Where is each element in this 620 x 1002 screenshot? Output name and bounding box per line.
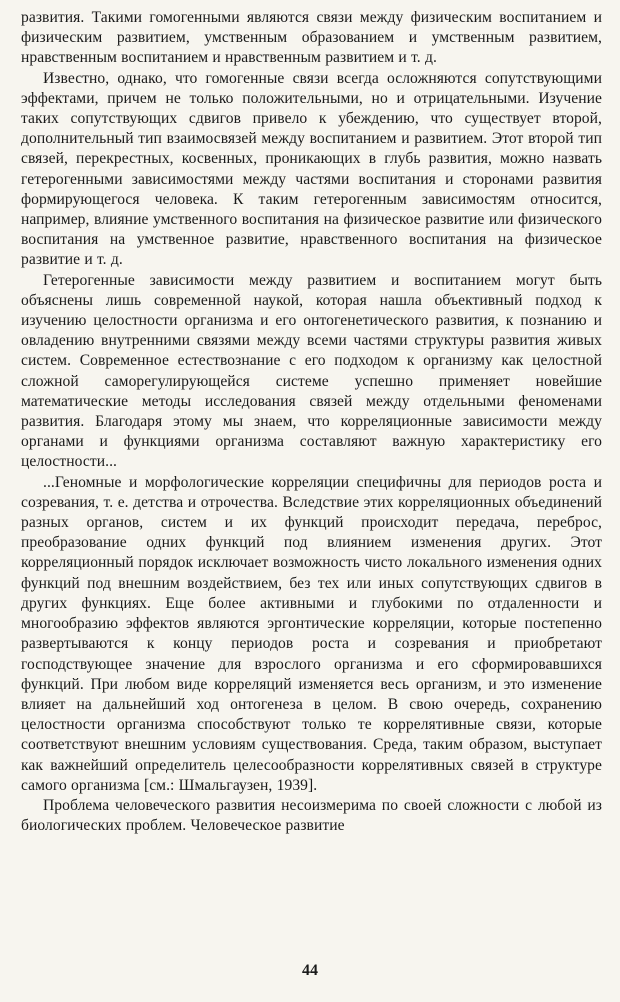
body-text [21,8,602,836]
paragraph-4: ...Геномные и морфологические корреляции специфичны для периодов роста и созревания, т. е. детства и отрочества. Вследствие этих корреляционных объединений разных органов, систем и их функций происходит передача, переброс, преобразование одних функций под влиянием изменения других. Этот корреляционный порядок исключает возможность чисто локального изменения одних функций под внешним воздействием, без тех или иных сопутствующих сдвигов в других функциях. Еще более активными и глубокими по отдаленности и многообразию эффектов являются эргонтические корреляции, которые постепенно развертываются к концу периодов роста и созревания и приобретают господствующее значение для взрослого организма и его сформировавшихся функций. При любом виде корреляций изменяется весь организм, и это изменение влияет на дальнейший ход онтогенеза в целом. В свою очередь, сохранению целостности организма способствуют только те коррелятивные связи, которые соответствуют внешним условиям существования. Среда, таким образом, выступает как важнейший определитель целесообразности коррелятивных связей в структуре самого организма [см.: Шмальгаузен, 1939]. [21,473,602,794]
paragraph-5: Проблема человеческого развития несоизмерима по своей сложности с любой из биологических проблем. Человеческое развитие [21,796,602,835]
page-number: 44 [302,962,318,979]
paragraph-3: Гетерогенные зависимости между развитием и воспитанием могут быть объяснены лишь современной наукой, которая нашла объективный подход к изучению целостности организма и его онтогенетического развития, к познанию и овладению внутренними связями между всеми частями структуры развития живых систем. Современное естествознание с его подходом к организму как целостной сложной саморегулирующейся системе успешно применяет новейшие математические методы исследования связей между отдельными феноменами развития. Благодаря этому мы знаем, что корреляционные зависимости между органами и функциями организма составляют важную характеристику его целостности... [21,271,602,471]
paragraph-2: Известно, однако, что гомогенные связи всегда осложняются сопутствующими эффектами, причем не только положительными, но и отрицательными. Изучение таких сопутствующих сдвигов привело к убеждению, что существует второй, дополнительный тип взаимосвязей между воспитанием и развитием. Этот второй тип связей, перекрестных, косвенных, проникающих в глубь развития, можно назвать гетерогенными зависимостями между частями воспитания и сторонами развития формирующегося человека. К таким гетерогенным зависимостям относится, например, влияние умственного воспитания на физическое развитие или физического воспитания на умственное развитие, нравственного воспитания на физическое развитие и т. д. [21,69,602,269]
paragraph-1: развития. Такими гомогенными являются связи между физическим воспитанием и физическим развитием, умственным образованием и умственным развитием, нравственным воспитанием и нравственным развитием и т. д. [21,9,602,67]
